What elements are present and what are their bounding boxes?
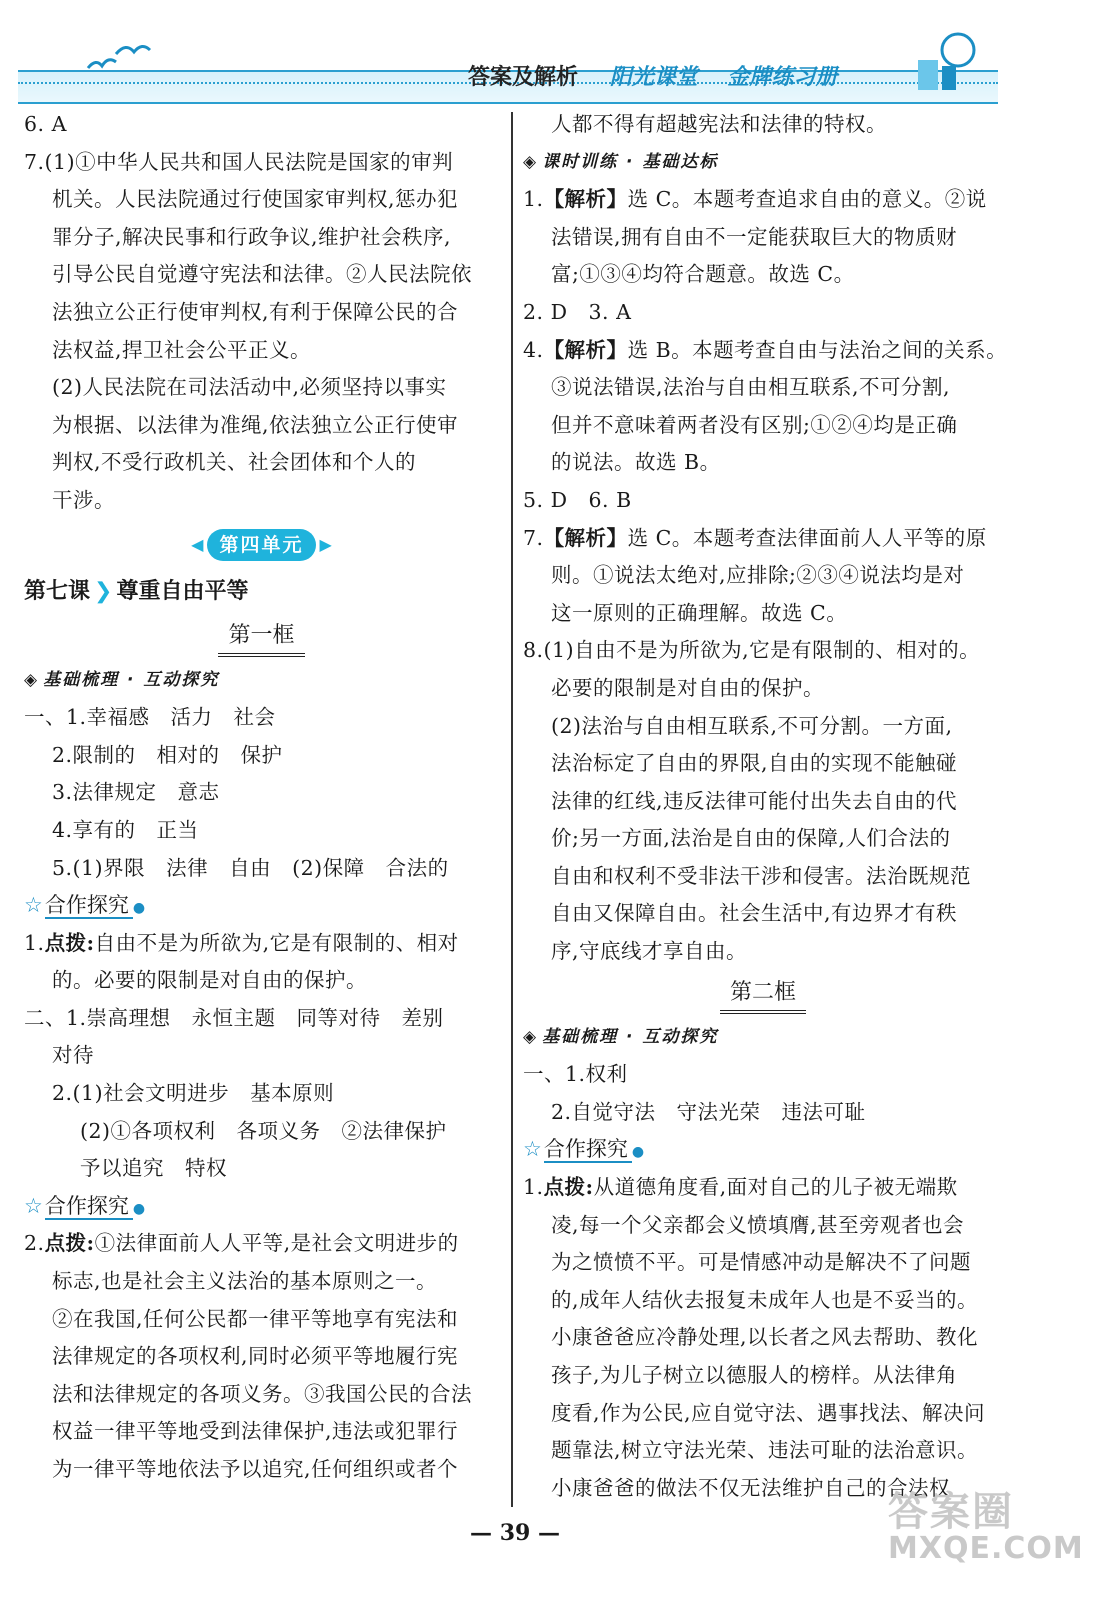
answer-line: 2.(1)社会文明进步 基本原则 [52, 1081, 335, 1106]
answer-line: 的,成年人结伙去报复未成年人也是不妥当的。 [551, 1287, 979, 1312]
coop-heading: ☆合作探究 ● [523, 1137, 645, 1162]
answer-line: 二、1.崇高理想 永恒主题 同等对待 差别 [24, 1005, 444, 1030]
star-icon: ☆ [523, 1137, 542, 1162]
answer-line: 1.【解析】选 C。本题考查追求自由的意义。②说 [523, 187, 987, 212]
answer-line: 4.享有的 正当 [52, 817, 199, 842]
answer-line: 这一原则的正确理解。故选 C。 [551, 600, 848, 625]
answer-line: (2)人民法院在司法活动中,必须坚持以事实 [52, 375, 447, 400]
answer-line: 2.自觉守法 守法光荣 违法可耻 [551, 1099, 866, 1124]
answer-line: 机关。人民法院通过行使国家审判权,惩办犯 [52, 187, 459, 212]
lesson-title: 尊重自由平等 [116, 578, 249, 604]
answer-line: 的。必要的限制是对自由的保护。 [52, 968, 367, 993]
answer-line: 1.点拨:自由不是为所欲为,它是有限制的、相对 [24, 930, 459, 955]
answer-line: 一、1.幸福感 活力 社会 [24, 705, 276, 730]
diamond-icon: ◈ [523, 151, 539, 172]
frame-title: 第二框 [720, 976, 806, 1014]
answer-line: 一、1.权利 [523, 1062, 628, 1087]
answer-line: 标志,也是社会主义法治的基本原则之一。 [52, 1269, 438, 1294]
answer-line: 7.【解析】选 C。本题考查法律面前人人平等的原 [523, 525, 987, 550]
section-heading: ◈ 课时训练 · 基础达标 [523, 151, 719, 172]
answer-line: 5.(1)界限 法律 自由 (2)保障 合法的 [52, 855, 449, 880]
answer-line: 1.点拨:从道德角度看,面对自己的儿子被无端欺 [523, 1175, 958, 1200]
answer-line: 的说法。故选 B。 [551, 450, 721, 475]
answer-line: 干涉。 [52, 487, 115, 512]
watermark-logo: 答案圈 [888, 1489, 1014, 1535]
answer-line: 判权,不受行政机关、社会团体和个人的 [52, 450, 417, 475]
lesson-heading [24, 570, 499, 614]
answer-line: 凌,每一个父亲都会义愤填膺,甚至旁观者也会 [551, 1212, 965, 1237]
answer-line: 2.点拨:①法律面前人人平等,是社会文明进步的 [24, 1231, 459, 1256]
answer-line: (2)①各项权利 各项义务 ②法律保护 [80, 1118, 447, 1143]
unit-badge: 第四单元 [207, 529, 315, 561]
answer-line: 7.(1)①中华人民共和国人民法院是国家的审判 [24, 149, 454, 174]
answer-line: 必要的限制是对自由的保护。 [551, 675, 824, 700]
answer-line: 法权益,捍卫社会公平正义。 [52, 337, 312, 362]
section-heading: ◈ 基础梳理 · 互动探究 [24, 669, 220, 690]
star-icon: ☆ [24, 893, 43, 918]
section-heading: ◈ 基础梳理 · 互动探究 [523, 1026, 719, 1047]
answer-line: 孩子,为儿子树立以德服人的榜样。从法律角 [551, 1363, 958, 1387]
answer-line: ②在我国,任何公民都一律平等地享有宪法和 [52, 1306, 459, 1331]
answer-line: 小康爸爸的做法不仅无法维护自己的合法权 [551, 1475, 950, 1500]
answer-line: 序,守底线才享自由。 [551, 939, 748, 964]
frame-title: 第一框 [218, 619, 304, 657]
answer-line: 则。①说法太绝对,应排除;②③④说法均是对 [551, 563, 965, 588]
coop-heading: ☆合作探究 ● [24, 1193, 146, 1218]
watermark-url: MXQE.COM [888, 1531, 1084, 1566]
answer-line: 8.(1)自由不是为所欲为,它是有限制的、相对的。 [523, 638, 981, 663]
answer-line: 为之愤愤不平。可是情感冲动是解决不了问题 [551, 1250, 971, 1275]
answer-line: 权益一律平等地受到法律保护,违法或犯罪行 [52, 1419, 459, 1444]
answer-line: 2. D 3. A [523, 299, 632, 324]
answer-line: 自由又保障自由。社会生活中,有边界才有秩 [551, 901, 958, 926]
answer-line: 罪分子,解决民事和行政争议,维护社会秩序, [52, 224, 452, 249]
frame-heading [523, 971, 1003, 1019]
lesson-number: 第七课 [24, 578, 91, 604]
answer-line: 富;①③④均符合题意。故选 C。 [551, 262, 855, 287]
page-number: — 39 — [470, 1520, 560, 1546]
answer-line: 法错误,拥有自由不一定能获取巨大的物质财 [551, 224, 958, 249]
answer-line: (2)法治与自由相互联系,不可分割。一方面, [551, 713, 953, 738]
coop-heading: ☆合作探究 ● [24, 893, 146, 918]
answer-line: ③说法错误,法治与自由相互联系,不可分割, [551, 375, 951, 400]
unit-heading: ◀ 第四单元 ▶ [24, 520, 499, 570]
answer-line: 但并不意味着两者没有区别;①②④均是正确 [551, 412, 958, 437]
star-icon: ☆ [24, 1193, 43, 1218]
diamond-icon: ◈ [523, 1026, 539, 1047]
frame-heading [24, 614, 499, 662]
answer-line: 人都不得有超越宪法和法律的特权。 [551, 112, 887, 136]
right-column [523, 106, 1008, 1507]
chevron-right-icon: ❯ [94, 578, 113, 604]
answer-line: 自由和权利不受非法干涉和侵害。法治既规范 [551, 863, 971, 888]
answer-line: 为根据、以法律为准绳,依法独立公正行使审 [52, 412, 459, 437]
answer-line: 法律的红线,违反法律可能付出失去自由的代 [551, 788, 958, 813]
ferris-wheel-icon [898, 20, 998, 100]
answer-line: 4.【解析】选 B。本题考查自由与法治之间的关系。 [523, 337, 1008, 362]
answer-line: 度看,作为公民,应自觉守法、遇事找法、解决问 [551, 1400, 986, 1425]
answer-line: 为一律平等地依法予以追究,任何组织或者个 [52, 1457, 459, 1481]
header-title-book: 金牌练习册 [727, 65, 838, 90]
answer-line: 法独立公正行使审判权,有利于保障公民的合 [52, 299, 459, 324]
page-header [18, 20, 998, 100]
answer-line: 6. A [24, 112, 67, 136]
column-divider [511, 112, 513, 1507]
left-column [24, 106, 499, 1489]
answer-line: 题靠法,树立守法光荣、违法可耻的法治意识。 [551, 1438, 979, 1463]
answer-line: 法律规定的各项权利,同时必须平等地履行宪 [52, 1344, 459, 1369]
answer-line: 价;另一方面,法治是自由的保障,人们合法的 [551, 826, 951, 851]
answer-line: 予以追究 特权 [80, 1156, 227, 1181]
answer-line: 2.限制的 相对的 保护 [52, 742, 283, 767]
answer-line: 法治标定了自由的界限,自由的实现不能触碰 [551, 751, 958, 776]
answer-line: 小康爸爸应冷静处理,以长者之风去帮助、教化 [551, 1325, 979, 1350]
answer-line: 法和法律规定的各项义务。③我国公民的合法 [52, 1381, 472, 1406]
answer-line: 3.法律规定 意志 [52, 780, 220, 805]
header-title-answers: 答案及解析 [468, 65, 579, 90]
header-titles [468, 60, 837, 91]
header-title-series: 阳光课堂 [609, 65, 698, 90]
diamond-icon: ◈ [24, 669, 40, 690]
answer-line: 5. D 6. B [523, 487, 632, 512]
answer-line: 引导公民自觉遵守宪法和法律。②人民法院依 [52, 262, 472, 287]
watermark [888, 1480, 1084, 1566]
answer-line: 对待 [52, 1043, 94, 1068]
birds-icon [78, 40, 158, 80]
